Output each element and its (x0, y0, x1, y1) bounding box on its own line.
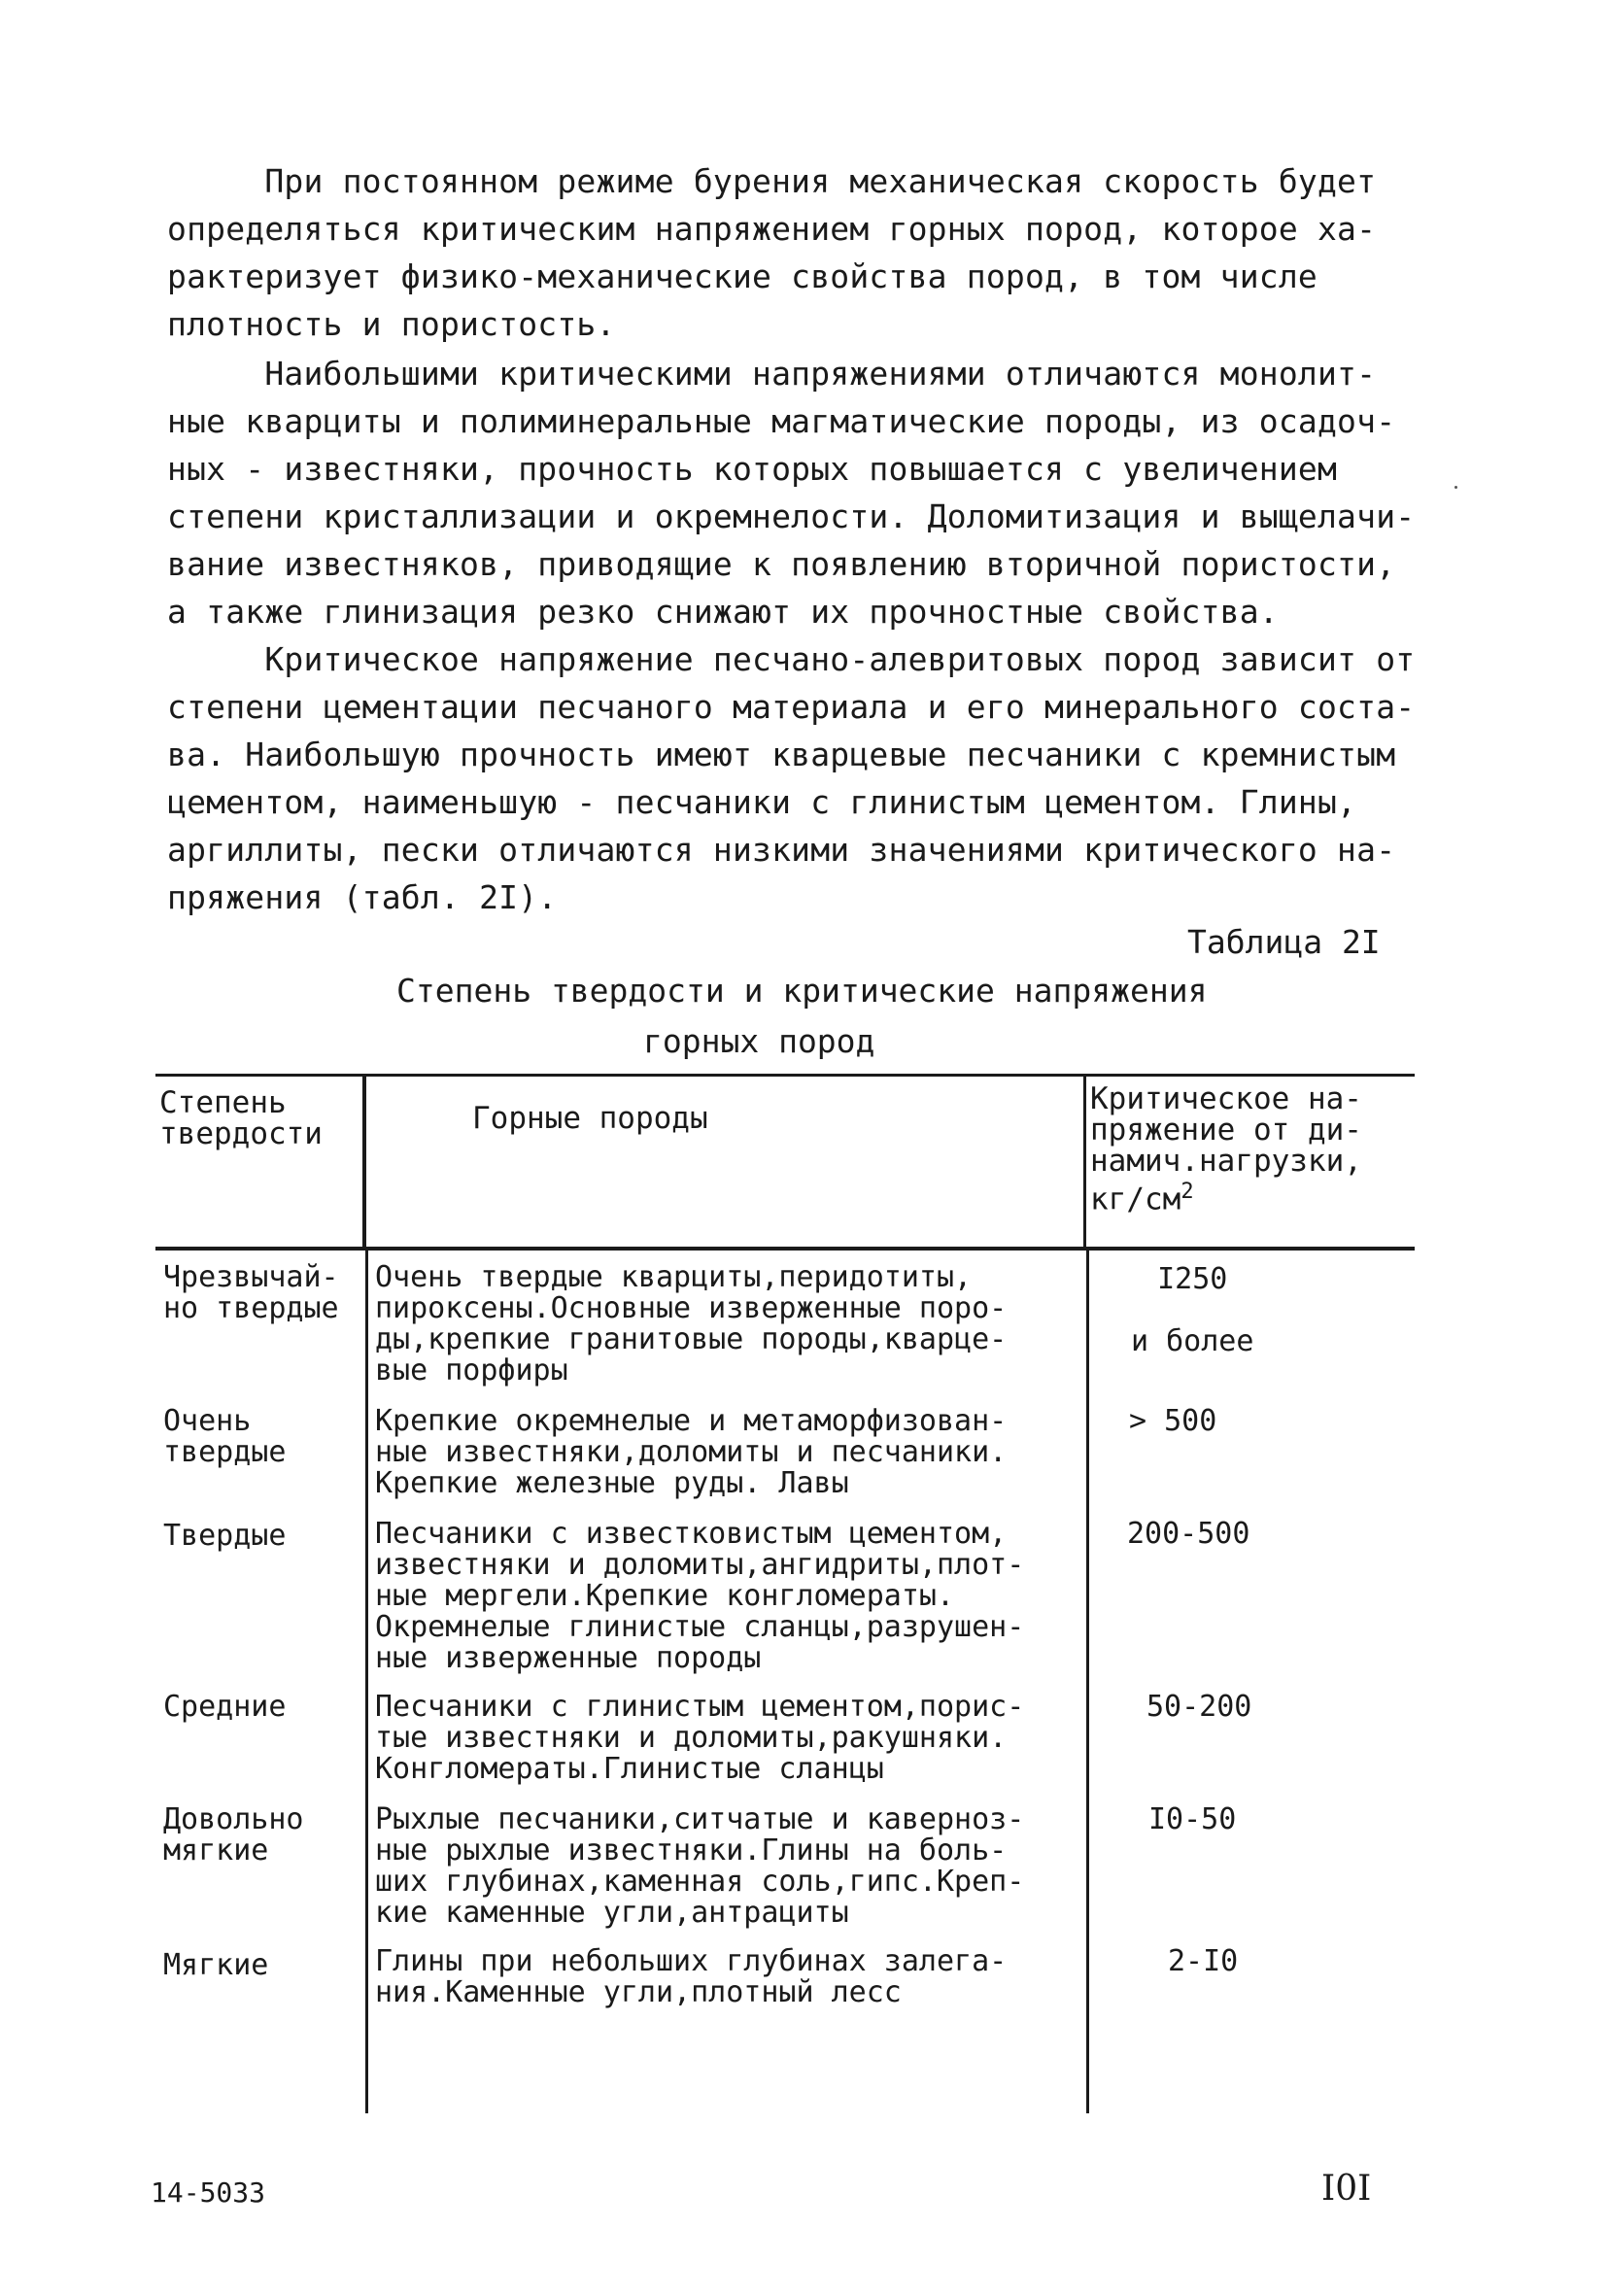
row-2-hardness: Очень твердые (163, 1404, 287, 1469)
row-1-rocks: Очень твердые кварциты,перидотиты, пироксены.Основные изверженные поро- ды,крепкие гранитовые породы,кварце- вые порфиры (375, 1260, 1008, 1388)
scan-speck (1454, 486, 1457, 489)
row-3-rocks: Песчаники с известковистым цементом, известняки и доломиты,ангидриты,плот- ные мергели.Крепкие конгломераты. Окремнелые глинистые сланцы,разрушен- ные изверженные породы (375, 1517, 1025, 1675)
table-title-line-2: горных пород (643, 1022, 875, 1060)
text-line: Наибольшими критическими напряжениями отличаются монолит- (167, 355, 1377, 393)
column-divider-2 (1083, 1074, 1086, 1249)
header-hardness: Степень твердости (159, 1085, 323, 1151)
text-line: ва. Наибольшую прочность имеют кварцевые песчаники с кремнистым (167, 736, 1396, 773)
text-line: Критическое напряжение песчано-алевритовых пород зависит от (167, 640, 1416, 678)
text-line: вание известняков, приводящие к появлению вторичной пористости, (167, 545, 1396, 583)
row-6-rocks: Глины при небольших глубинах залега- ния.Каменные угли,плотный лесс (375, 1944, 1008, 2009)
row-4-hardness: Средние (163, 1690, 287, 1724)
header-stress: Критическое на- пряжение от ди- намич.нагрузки, кг/см (1090, 1081, 1362, 1217)
column-divider-2-body (1086, 1249, 1089, 2113)
paragraph-2 (167, 350, 1420, 635)
header-stress-superscript: 2 (1180, 1180, 1194, 1204)
text-line: рактеризует физико-механические свойства пород, в том числе (167, 257, 1317, 295)
row-4-stress: 50-200 (1146, 1690, 1252, 1724)
row-1-hardness: Чрезвычай- но твердые (163, 1260, 339, 1325)
row-2-stress: > 500 (1129, 1404, 1217, 1438)
paragraph-3 (167, 635, 1420, 921)
text-line: аргиллиты, пески отличаются низкими значениями критического на- (167, 831, 1396, 869)
text-line: При постоянном режиме бурения механическая скорость будет (167, 162, 1377, 200)
row-6-hardness: Мягкие (163, 1948, 269, 1982)
row-5-stress: I0-50 (1148, 1802, 1237, 1836)
row-5-hardness: Довольно мягкие (163, 1802, 304, 1868)
text-line: а также глинизация резко снижают их прочностные свойства. (167, 593, 1279, 631)
row-3-hardness: Твердые (163, 1519, 287, 1553)
table-label: Таблица 2I (1187, 923, 1381, 961)
table-title-line-1: Степень твердости и критические напряжения (396, 972, 1208, 1010)
page-number: I0I (1321, 2169, 1372, 2209)
document-code: 14-5033 (151, 2176, 266, 2209)
text-line: определяться критическим напряжением горных пород, которое ха- (167, 210, 1377, 248)
text-line: цементом, наименьшую - песчаники с глинистым цементом. Глины, (167, 783, 1357, 821)
column-divider-1 (362, 1074, 366, 1249)
header-stress-wrap (1090, 1083, 1362, 1215)
row-1-stress: I250 и более (1131, 1262, 1254, 1358)
text-line: ных - известняки, прочность которых повышается с увеличением (167, 450, 1338, 488)
text-line: ные кварциты и полиминеральные магматические породы, из осадоч- (167, 402, 1396, 440)
row-6-stress: 2-I0 (1168, 1944, 1239, 1978)
column-divider-1-body (365, 1249, 368, 2113)
text-line: степени кристаллизации и окремнелости. Доломитизация и выщелачи- (167, 497, 1416, 535)
row-2-rocks: Крепкие окремнелые и метаморфизован- ные известняки,доломиты и песчаники. Крепкие железные руды. Лавы (375, 1404, 1008, 1500)
text-line: плотность и пористость. (167, 305, 616, 343)
paragraph-1 (167, 157, 1420, 348)
row-5-rocks: Рыхлые песчаники,ситчатые и каверноз- ные рыхлые известняки.Глины на боль- ших глубинах,каменная соль,гипс.Креп- кие каменные угли,антрациты (375, 1802, 1025, 1930)
row-3-stress: 200-500 (1127, 1517, 1250, 1551)
table-header-border (155, 1247, 1415, 1251)
table-top-border (155, 1074, 1415, 1077)
row-4-rocks: Песчаники с глинистым цементом,порис- тые известняки и доломиты,ракушняки. Конгломераты.Глинистые сланцы (375, 1690, 1025, 1786)
header-rocks: Горные породы (472, 1101, 708, 1136)
text-line: пряжения (табл. 2I). (167, 878, 558, 916)
text-line: степени цементации песчаного материала и его минерального соста- (167, 688, 1416, 726)
